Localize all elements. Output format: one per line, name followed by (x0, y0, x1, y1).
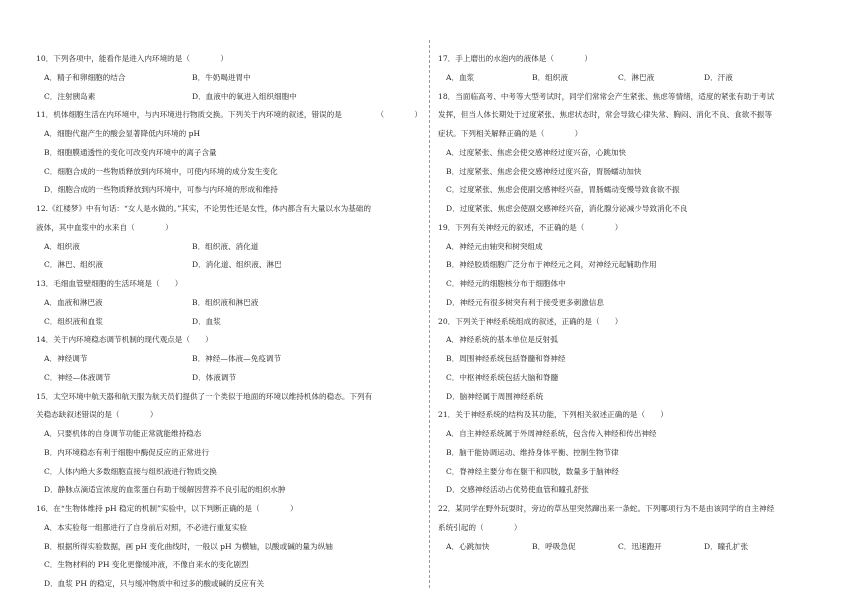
answer-option (438, 354, 828, 365)
option-text: C．过度紧张、焦虑会使副交感神经兴奋，胃肠蠕动变慢导致食欲不振 (446, 185, 680, 195)
question-text: 17．手上磨出的水泡内的液体是（ ） (438, 54, 592, 63)
answer-option: B．牛奶喝进胃中 (192, 72, 251, 82)
question-stem (36, 392, 422, 403)
answer-option: D．血浆 (192, 316, 221, 326)
answer-option (438, 448, 828, 459)
question-text: 系统引起的（ ） (438, 522, 522, 532)
option-text: C．中枢神经系统包括大脑和脊髓 (446, 372, 559, 382)
answer-option: D．汗液 (704, 72, 733, 82)
answer-option: A．心跳加快 (446, 541, 490, 551)
answer-option: C．淋巴、组织液 (44, 260, 103, 270)
answer-option (438, 392, 828, 403)
answer-option: D．血液中的氧进入组织细胞中 (192, 91, 297, 101)
answer-option (438, 298, 828, 309)
answer-option: C．组织液和血浆 (44, 316, 103, 326)
question-text: 13．毛细血管壁细胞的生活环境是（ ） (36, 279, 183, 288)
answer-option (438, 373, 828, 384)
option-text: A．细胞代谢产生的酸会显著降低内环境的 pH (44, 129, 201, 138)
answer-option: D．消化道、组织液、淋巴 (192, 260, 282, 270)
question-stem (36, 504, 422, 515)
answer-option (438, 242, 828, 253)
question-text: 21．关于神经系统的结构及其功能，下列相关叙述正确的是（ ） (438, 410, 668, 420)
answer-option (36, 542, 422, 553)
question-stem (36, 335, 422, 346)
option-text: B．脑干能协调运动、维持身体平衡、控制生物节律 (446, 447, 619, 457)
option-text: B．过度紧张、焦虑会使交感神经过度兴奋，胃肠蠕动加快 (446, 166, 642, 176)
question-stem (438, 223, 828, 234)
answer-options-row (36, 354, 422, 365)
answer-options-row (438, 73, 828, 84)
answer-option: D．体液调节 (192, 372, 237, 382)
question-text: 15．太空环境中航天器和航天服为航天员们提供了一个类似于地面的环境以维持机体的稳态。下列有 (36, 391, 373, 401)
answer-options-row (36, 260, 422, 271)
question-text: 关稳态缺叙述错误的是（ ） (36, 410, 158, 420)
question-text: 16．在“生物体维持 pH 稳定的机制”实验中，以下判断正确的是（ ） (36, 504, 298, 513)
question-text: 12.《红楼梦》中有句话：“女人是水做的。”其实，不论男性还是女性，体内都含有大量以水为基础的 (36, 204, 371, 213)
answer-options-row (36, 73, 422, 84)
question-stem (36, 204, 422, 215)
option-text: D．血浆 PH 的稳定，只与缓冲物质中和过多的酸或碱的反应有关 (44, 579, 265, 588)
question-stem (36, 410, 422, 421)
answer-option (36, 448, 422, 459)
answer-option: B．呼吸急促 (532, 541, 576, 551)
answer-option: A．组织液 (44, 241, 80, 251)
option-text: D．交感神经活动占优势使血管和瞳孔舒张 (446, 485, 589, 495)
answer-option (438, 167, 828, 178)
option-text: D．神经元有很多树突有利于接受更多刺激信息 (446, 297, 604, 307)
option-text: A．只要机体的自身调节功能正常就能维持稳态 (44, 429, 202, 438)
answer-option (438, 485, 828, 496)
option-text: C．脊神经主要分布在躯干和四肢，数量多于脑神经 (446, 466, 619, 476)
answer-option (36, 467, 422, 478)
question-text: 10．下列各项中，能看作是进入内环境的是（ ） (36, 54, 228, 63)
option-text: B．周围神经系统包括脊髓和脊神经 (446, 354, 566, 363)
option-text: A．过度紧张、焦虑会使交感神经过度兴奋，心跳加快 (446, 147, 627, 157)
answer-option (438, 335, 828, 346)
answer-option: D．瞳孔扩张 (704, 541, 749, 551)
answer-option: B．组织液、消化道 (192, 241, 259, 251)
option-text: C．神经元的细胞核分布于细胞体中 (446, 279, 566, 288)
question-stem (438, 504, 828, 515)
option-text: D．过度紧张、焦虑会使副交感神经兴奋，消化腺分泌减少导致消化不良 (446, 204, 688, 213)
answer-option: B．组织液和淋巴液 (192, 297, 259, 307)
answer-option (36, 560, 422, 571)
question-stem (438, 54, 828, 65)
answer-option: A．精子和卵细胞的结合 (44, 72, 126, 82)
question-stem (438, 523, 828, 534)
question-stem (36, 279, 422, 290)
option-text: C．生物材料的 PH 变化更像缓冲液，不像自来水的变化剧烈 (44, 560, 249, 570)
question-stem (36, 223, 422, 234)
answer-option (36, 485, 422, 496)
option-text: B．根据所得实验数据，画 pH 变化曲线时，一般以 pH 为横轴，以酸或碱的量为纵轴 (44, 541, 333, 551)
left-column (36, 54, 422, 598)
answer-option: B．组织液 (532, 72, 568, 82)
answer-option (438, 429, 828, 440)
answer-option (438, 148, 828, 159)
answer-option (36, 523, 422, 534)
question-text: 18．当面临高考、中考等大型考试时，同学们常常会产生紧张、焦虑等情绪，适度的紧张有助于考试 (438, 91, 775, 101)
answer-options-row (36, 242, 422, 253)
option-text: D．细胞合成的一些物质释放到内环境中，可参与内环境的形成和维持 (44, 185, 278, 195)
answer-option: C．迅速跑开 (618, 541, 662, 551)
answer-option: C．淋巴液 (618, 72, 655, 82)
answer-option (36, 429, 422, 440)
question-text: 症状。下列相关解释正确的是（ ） (438, 129, 583, 138)
answer-option: B．神经—体液—免疫调节 (192, 354, 282, 363)
question-stem (438, 110, 828, 121)
answer-option: C．注射胰岛素 (44, 91, 96, 101)
answer-option (438, 279, 828, 290)
question-stem (438, 92, 828, 103)
answer-option (36, 579, 422, 590)
option-text: C．细胞合成的一些物质释放到内环境中，可使内环境的成分发生变化 (44, 166, 278, 176)
option-text: A．本实验每一组都进行了自身前后对照，不必进行重复实验 (44, 522, 247, 532)
question-text: 22．某同学在野外玩耍时，旁边的草丛里突然蹿出来一条蛇。下列哪项行为不是由该同学的自主神经 (438, 504, 775, 513)
option-text: D．静脉点滴适宜浓度的血浆蛋白有助于缓解因营养不良引起的组织水肿 (44, 485, 286, 495)
option-text: B．内环境稳态有利于细胞中酶促反应的正常进行 (44, 447, 210, 457)
option-text: D．脑神经属于周围神经系统 (446, 391, 544, 401)
answer-option (438, 260, 828, 271)
question-text: 11．机体细胞生活在内环境中，与内环境进行物质交换。下列关于内环境的叙述，错误的是 (36, 110, 342, 120)
answer-options-row (36, 373, 422, 384)
question-text: 液体，其中血浆中的水来自（ ） (36, 222, 173, 232)
option-text: B．神经胶质细胞广泛分布于神经元之间，对神经元起辅助作用 (446, 260, 657, 270)
option-text: A．神经元由轴突和树突组成 (446, 241, 543, 251)
question-stem (438, 410, 828, 421)
answer-option (36, 129, 422, 140)
question-stem (438, 129, 828, 140)
answer-blank: （ ） (376, 110, 422, 120)
answer-options-row (36, 92, 422, 103)
answer-option (36, 148, 422, 159)
column-divider (429, 40, 430, 588)
right-column (438, 54, 828, 560)
question-text: 20．下列关于神经系统组成的叙述，正确的是（ ） (438, 316, 623, 326)
option-text: A．自主神经系统属于外周神经系统，包含传入神经和传出神经 (446, 429, 657, 438)
answer-option: A．血浆 (446, 72, 475, 82)
question-stem (36, 110, 422, 121)
answer-options-row (36, 317, 422, 328)
answer-option (438, 467, 828, 478)
option-text: A．神经系统的基本单位是反射弧 (446, 335, 558, 345)
question-stem (438, 317, 828, 328)
answer-option: A．神经调节 (44, 354, 88, 363)
answer-option (438, 204, 828, 215)
answer-option: A．血液和淋巴液 (44, 297, 103, 307)
answer-option: C．神经—体液调节 (44, 372, 111, 382)
answer-option (36, 185, 422, 196)
answer-option (36, 167, 422, 178)
question-text: 14．关于内环境稳态调节机制的现代观点是（ ） (36, 335, 213, 345)
answer-options-row (36, 298, 422, 309)
answer-option (438, 185, 828, 196)
option-text: C．人体内绝大多数细胞直接与组织液进行物质交换 (44, 466, 217, 476)
option-text: B．细胞膜通透性的变化可改变内环境中的离子含量 (44, 147, 217, 157)
question-text: 发挥，但当人体长期处于过度紧张、焦虑状态时，常会导致心律失常、胸闷、消化不良、食欲不振等 (438, 110, 773, 120)
question-stem (36, 54, 422, 65)
answer-options-row (438, 542, 828, 553)
question-text: 19．下列有关神经元的叙述，不正确的是（ ） (438, 222, 623, 232)
